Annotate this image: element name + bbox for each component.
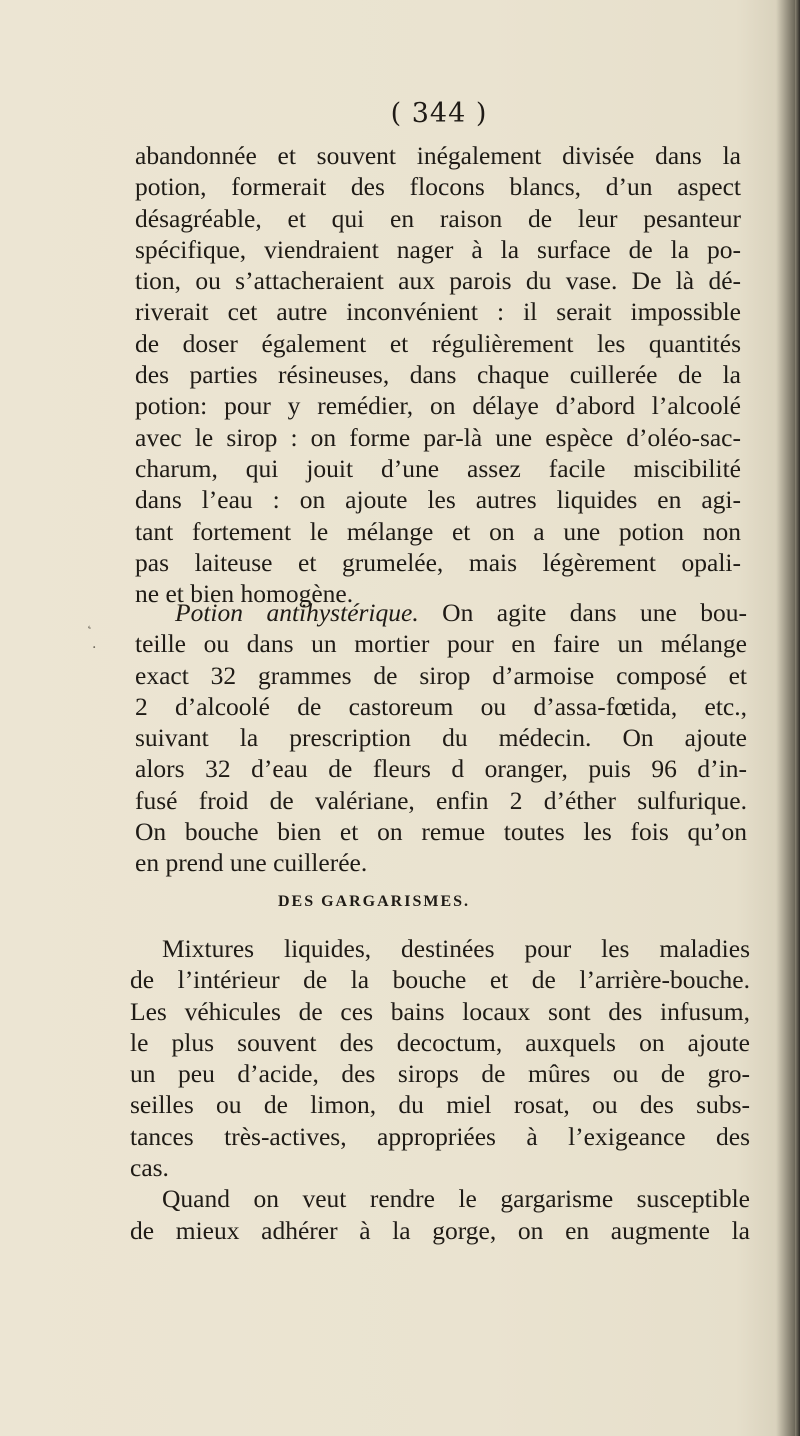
- page-edge: [795, 0, 800, 1436]
- text-line: exact 32 grammes de sirop d’armoise composé et: [135, 660, 747, 690]
- text-line: Quand on veut rendre le gargarisme susceptible: [162, 1184, 750, 1214]
- text-line: désagréable, et qui en raison de leur pesanteur: [135, 203, 741, 233]
- text-line: ne et bien homogène.: [135, 579, 354, 609]
- text-line: suivant la prescription du médecin. On ajoute: [135, 723, 747, 753]
- paragraph-1: [135, 140, 741, 609]
- page-number: ( 344 ): [390, 98, 488, 129]
- text-line: tances très-actives, appropriées à l’exigeance des: [130, 1121, 750, 1151]
- text-line: cas.: [130, 1153, 169, 1183]
- text-line: teille ou dans un mortier pour en faire un mélange: [135, 629, 747, 659]
- text-line: de doser également et régulièrement les quantités: [135, 328, 741, 358]
- text-line: en prend une cuillerée.: [135, 848, 368, 878]
- paragraph-2: [135, 597, 747, 879]
- text-line: potion: pour y remédier, on délaye d’abord l’alcoolé: [135, 391, 741, 421]
- text-line: fusé froid de valériane, enfin 2 d’éther sulfurique.: [135, 785, 747, 815]
- text-line: seilles ou de limon, du miel rosat, ou des subs-: [130, 1090, 750, 1120]
- text-line: de mieux adhérer à la gorge, on en augmente la: [130, 1215, 750, 1245]
- text-line: un peu d’acide, des sirops de mûres ou de gro-: [130, 1059, 750, 1089]
- text-line: de l’intérieur de la bouche et de l’arrière-bouche.: [130, 965, 750, 995]
- text-line: [135, 597, 747, 628]
- margin-dot: ·: [92, 640, 97, 656]
- text-line: dans l’eau : on ajoute les autres liquides en agi-: [135, 485, 741, 515]
- text-line: avec le sirop : on forme par-là une espèce d’oléo-sac-: [135, 422, 741, 452]
- text-line: pas laiteuse et grumelée, mais légèrement opali-: [135, 547, 741, 577]
- text-line: abandonnée et souvent inégalement divisée dans la: [135, 141, 741, 170]
- paragraph-3: [130, 933, 750, 1246]
- text-line: riverait cet autre inconvénient : il serait impossible: [135, 297, 741, 327]
- text-line: tant fortement le mélange et on a une potion non: [135, 516, 741, 546]
- potion-title: Potion antihystérique.: [175, 598, 419, 627]
- text-line: 2 d’alcoolé de castoreum ou d’assa-fœtida, etc.,: [135, 691, 747, 721]
- text-line: Les véhicules de ces bains locaux sont des infusum,: [130, 996, 750, 1026]
- margin-mark: ˛: [86, 614, 93, 630]
- text-line: Mixtures liquides, destinées pour les maladies: [162, 934, 750, 963]
- text-line: tion, ou s’attacheraient aux parois du vase. De là dé-: [135, 266, 741, 296]
- text-line: charum, qui jouit d’une assez facile miscibilité: [135, 453, 741, 483]
- section-heading: DES GARGARISMES.: [277, 893, 471, 910]
- text-line: alors 32 d’eau de fleurs d oranger, puis 96 d’in-: [135, 754, 747, 784]
- text-line: potion, formerait des flocons blancs, d’un aspect: [135, 172, 741, 202]
- text-line: spécifique, viendraient nager à la surface de la po-: [135, 234, 741, 264]
- text-line: des parties résineuses, dans chaque cuillerée de la: [135, 360, 741, 390]
- text-line: On bouche bien et on remue toutes les fois qu’on: [135, 817, 747, 847]
- text-line: le plus souvent des decoctum, auxquels on ajoute: [130, 1027, 750, 1057]
- first-line-rest: On agite dans une bou-: [442, 598, 747, 627]
